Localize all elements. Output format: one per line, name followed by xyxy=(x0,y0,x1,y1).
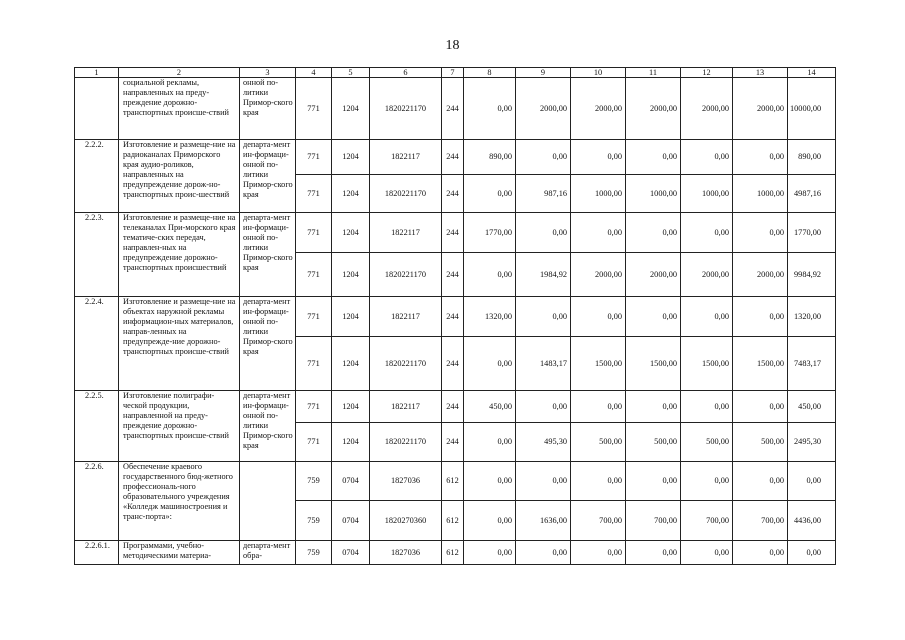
cell-col-7: 244 xyxy=(442,140,464,175)
item-description: Обеспечение краевого государственного бюд-жетного профессиональ-ного образовательного учреждения «Колледж машиностроения и транс-порта»: xyxy=(119,462,240,541)
cell-col-5: 1204 xyxy=(332,253,370,297)
cell-col-9: 2000,00 xyxy=(516,78,571,140)
column-header: 5 xyxy=(332,68,370,78)
cell-col-14: 0,00 xyxy=(788,462,836,501)
column-header: 2 xyxy=(119,68,240,78)
cell-col-14: 1770,00 xyxy=(788,213,836,253)
cell-col-10: 700,00 xyxy=(571,501,626,541)
cell-col-8: 450,00 xyxy=(464,391,516,423)
cell-col-5: 1204 xyxy=(332,297,370,337)
cell-col-4: 771 xyxy=(296,213,332,253)
cell-col-14: 4436,00 xyxy=(788,501,836,541)
cell-col-14: 1320,00 xyxy=(788,297,836,337)
cell-col-7: 244 xyxy=(442,175,464,213)
item-number: 2.2.6. xyxy=(75,462,119,541)
cell-col-7: 612 xyxy=(442,501,464,541)
cell-col-14: 10000,00 xyxy=(788,78,836,140)
table-row xyxy=(75,78,836,140)
cell-col-13: 1500,00 xyxy=(733,337,788,391)
cell-col-9: 1984,92 xyxy=(516,253,571,297)
cell-col-4: 771 xyxy=(296,175,332,213)
cell-col-11: 1000,00 xyxy=(626,175,681,213)
table-row xyxy=(75,297,836,337)
cell-col-4: 771 xyxy=(296,391,332,423)
table-row xyxy=(75,213,836,253)
cell-col-12: 0,00 xyxy=(681,213,733,253)
item-description: социальной рекламы, направленных на преду-преждение дорожно-транспортных происше-ствий xyxy=(119,78,240,140)
item-number: 2.2.5. xyxy=(75,391,119,462)
cell-col-12: 2000,00 xyxy=(681,253,733,297)
responsible-department: департа-мент ин-формаци-онной по-литики Примор-ского края xyxy=(240,391,296,462)
cell-col-6: 1822117 xyxy=(370,297,442,337)
item-number: 2.2.6.1. xyxy=(75,541,119,565)
cell-col-6: 1820221170 xyxy=(370,78,442,140)
cell-col-6: 1820270360 xyxy=(370,501,442,541)
cell-col-9: 0,00 xyxy=(516,462,571,501)
cell-col-14: 4987,16 xyxy=(788,175,836,213)
cell-col-4: 771 xyxy=(296,253,332,297)
cell-col-8: 890,00 xyxy=(464,140,516,175)
cell-col-13: 0,00 xyxy=(733,541,788,565)
cell-col-12: 1500,00 xyxy=(681,337,733,391)
cell-col-10: 0,00 xyxy=(571,297,626,337)
cell-col-10: 0,00 xyxy=(571,391,626,423)
cell-col-9: 0,00 xyxy=(516,213,571,253)
cell-col-12: 2000,00 xyxy=(681,78,733,140)
cell-col-11: 700,00 xyxy=(626,501,681,541)
cell-col-5: 0704 xyxy=(332,501,370,541)
cell-col-14: 2495,30 xyxy=(788,423,836,462)
cell-col-6: 1820221170 xyxy=(370,337,442,391)
cell-col-9: 495,30 xyxy=(516,423,571,462)
cell-col-7: 244 xyxy=(442,391,464,423)
cell-col-12: 0,00 xyxy=(681,140,733,175)
cell-col-13: 0,00 xyxy=(733,462,788,501)
column-header: 8 xyxy=(464,68,516,78)
cell-col-7: 244 xyxy=(442,297,464,337)
item-number: 2.2.4. xyxy=(75,297,119,391)
cell-col-9: 0,00 xyxy=(516,140,571,175)
cell-col-8: 0,00 xyxy=(464,175,516,213)
cell-col-7: 244 xyxy=(442,213,464,253)
cell-col-5: 1204 xyxy=(332,423,370,462)
cell-col-9: 1483,17 xyxy=(516,337,571,391)
cell-col-14: 450,00 xyxy=(788,391,836,423)
table-row xyxy=(75,462,836,501)
cell-col-11: 500,00 xyxy=(626,423,681,462)
cell-col-12: 1000,00 xyxy=(681,175,733,213)
cell-col-10: 2000,00 xyxy=(571,78,626,140)
cell-col-4: 759 xyxy=(296,462,332,501)
column-header: 7 xyxy=(442,68,464,78)
cell-col-13: 0,00 xyxy=(733,140,788,175)
cell-col-10: 0,00 xyxy=(571,140,626,175)
item-description: Изготовление и размеще-ние на объектах наружной рекламы информацион-ных материалов, направ-ленных на предупрежде-ние дорожно-транспортных происше-ствий xyxy=(119,297,240,391)
table-row xyxy=(75,541,836,565)
cell-col-11: 0,00 xyxy=(626,213,681,253)
cell-col-5: 0704 xyxy=(332,541,370,565)
cell-col-8: 0,00 xyxy=(464,541,516,565)
cell-col-6: 1827036 xyxy=(370,541,442,565)
cell-col-6: 1822117 xyxy=(370,213,442,253)
cell-col-8: 0,00 xyxy=(464,462,516,501)
cell-col-11: 2000,00 xyxy=(626,78,681,140)
column-header: 11 xyxy=(626,68,681,78)
cell-col-8: 0,00 xyxy=(464,253,516,297)
cell-col-11: 2000,00 xyxy=(626,253,681,297)
cell-col-11: 0,00 xyxy=(626,391,681,423)
cell-col-8: 1770,00 xyxy=(464,213,516,253)
cell-col-4: 771 xyxy=(296,337,332,391)
cell-col-4: 759 xyxy=(296,541,332,565)
cell-col-7: 244 xyxy=(442,423,464,462)
table-row xyxy=(75,391,836,423)
cell-col-13: 0,00 xyxy=(733,297,788,337)
cell-col-5: 1204 xyxy=(332,213,370,253)
cell-col-4: 771 xyxy=(296,140,332,175)
cell-col-12: 0,00 xyxy=(681,462,733,501)
cell-col-12: 0,00 xyxy=(681,297,733,337)
responsible-department: департа-мент ин-формаци-онной по-литики Примор-ского края xyxy=(240,140,296,213)
responsible-department: департа-мент ин-формаци-онной по-литики Примор-ского края xyxy=(240,213,296,297)
cell-col-9: 0,00 xyxy=(516,391,571,423)
cell-col-5: 1204 xyxy=(332,78,370,140)
cell-col-13: 2000,00 xyxy=(733,78,788,140)
cell-col-5: 1204 xyxy=(332,175,370,213)
header-row xyxy=(75,68,836,78)
cell-col-14: 9984,92 xyxy=(788,253,836,297)
item-number: 2.2.3. xyxy=(75,213,119,297)
cell-col-6: 1820221170 xyxy=(370,253,442,297)
cell-col-14: 7483,17 xyxy=(788,337,836,391)
cell-col-8: 1320,00 xyxy=(464,297,516,337)
column-header: 14 xyxy=(788,68,836,78)
column-header: 13 xyxy=(733,68,788,78)
responsible-department: онной по-литики Примор-ского края xyxy=(240,78,296,140)
cell-col-14: 0,00 xyxy=(788,541,836,565)
column-header: 1 xyxy=(75,68,119,78)
cell-col-11: 0,00 xyxy=(626,462,681,501)
cell-col-6: 1827036 xyxy=(370,462,442,501)
cell-col-10: 0,00 xyxy=(571,213,626,253)
column-header: 3 xyxy=(240,68,296,78)
cell-col-7: 244 xyxy=(442,78,464,140)
cell-col-13: 2000,00 xyxy=(733,253,788,297)
table-row xyxy=(75,140,836,175)
responsible-department xyxy=(240,462,296,541)
cell-col-10: 0,00 xyxy=(571,541,626,565)
cell-col-12: 500,00 xyxy=(681,423,733,462)
cell-col-12: 700,00 xyxy=(681,501,733,541)
cell-col-14: 890,00 xyxy=(788,140,836,175)
column-header: 12 xyxy=(681,68,733,78)
item-description: Изготовление полиграфи-ческой продукции, направленной на преду-преждение дорожно-транспортных происше-ствий xyxy=(119,391,240,462)
cell-col-11: 0,00 xyxy=(626,297,681,337)
cell-col-8: 0,00 xyxy=(464,78,516,140)
cell-col-4: 759 xyxy=(296,501,332,541)
budget-table xyxy=(74,67,836,565)
cell-col-9: 987,16 xyxy=(516,175,571,213)
item-description: Изготовление и размеще-ние на телеканалах При-морского края тематиче-ских передач, направлен-ных на предупреждение дорожно-транспортных происшествий xyxy=(119,213,240,297)
cell-col-11: 1500,00 xyxy=(626,337,681,391)
column-header: 6 xyxy=(370,68,442,78)
cell-col-9: 1636,00 xyxy=(516,501,571,541)
cell-col-4: 771 xyxy=(296,297,332,337)
cell-col-7: 244 xyxy=(442,253,464,297)
cell-col-13: 0,00 xyxy=(733,391,788,423)
item-description: Программами, учебно-методическими материа- xyxy=(119,541,240,565)
cell-col-5: 1204 xyxy=(332,391,370,423)
cell-col-8: 0,00 xyxy=(464,337,516,391)
cell-col-7: 612 xyxy=(442,541,464,565)
responsible-department: департа-мент обра- xyxy=(240,541,296,565)
cell-col-13: 1000,00 xyxy=(733,175,788,213)
cell-col-13: 500,00 xyxy=(733,423,788,462)
cell-col-11: 0,00 xyxy=(626,140,681,175)
cell-col-12: 0,00 xyxy=(681,391,733,423)
cell-col-5: 0704 xyxy=(332,462,370,501)
cell-col-13: 0,00 xyxy=(733,213,788,253)
cell-col-6: 1822117 xyxy=(370,391,442,423)
column-header: 9 xyxy=(516,68,571,78)
cell-col-6: 1820221170 xyxy=(370,175,442,213)
cell-col-7: 244 xyxy=(442,337,464,391)
page-number: 18 xyxy=(445,38,460,53)
cell-col-10: 1000,00 xyxy=(571,175,626,213)
cell-col-6: 1822117 xyxy=(370,140,442,175)
cell-col-10: 500,00 xyxy=(571,423,626,462)
cell-col-4: 771 xyxy=(296,423,332,462)
cell-col-11: 0,00 xyxy=(626,541,681,565)
cell-col-9: 0,00 xyxy=(516,297,571,337)
column-header: 10 xyxy=(571,68,626,78)
cell-col-8: 0,00 xyxy=(464,423,516,462)
cell-col-10: 1500,00 xyxy=(571,337,626,391)
cell-col-9: 0,00 xyxy=(516,541,571,565)
cell-col-12: 0,00 xyxy=(681,541,733,565)
column-header: 4 xyxy=(296,68,332,78)
item-number xyxy=(75,78,119,140)
cell-col-13: 700,00 xyxy=(733,501,788,541)
cell-col-8: 0,00 xyxy=(464,501,516,541)
cell-col-10: 2000,00 xyxy=(571,253,626,297)
responsible-department: департа-мент ин-формаци-онной по-литики Примор-ского края xyxy=(240,297,296,391)
cell-col-10: 0,00 xyxy=(571,462,626,501)
cell-col-4: 771 xyxy=(296,78,332,140)
cell-col-7: 612 xyxy=(442,462,464,501)
item-description: Изготовление и размеще-ние на радиоканалах Приморского края аудио-роликов, направленных на предупреждение дорож-но-транспортных проис-шествий xyxy=(119,140,240,213)
cell-col-6: 1820221170 xyxy=(370,423,442,462)
cell-col-5: 1204 xyxy=(332,140,370,175)
item-number: 2.2.2. xyxy=(75,140,119,213)
cell-col-5: 1204 xyxy=(332,337,370,391)
